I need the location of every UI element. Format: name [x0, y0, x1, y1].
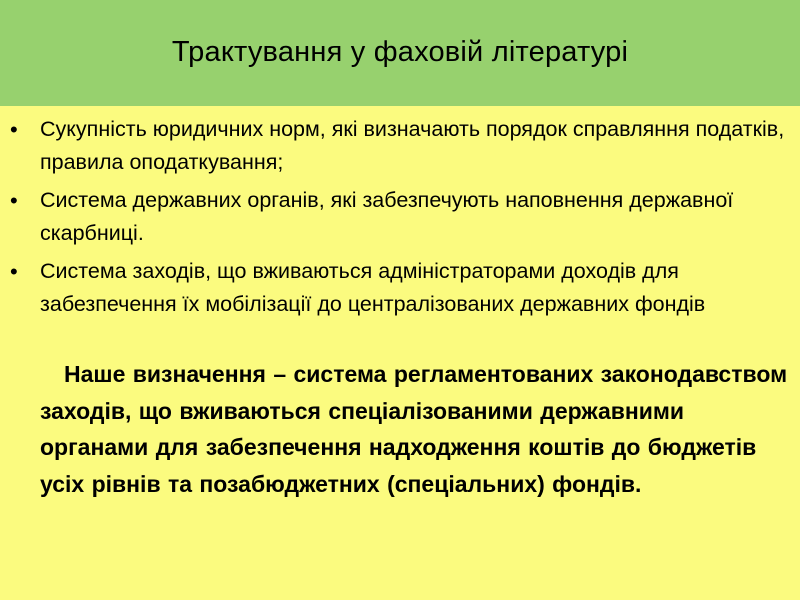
bullet-text: Система державних органів, які забезпечують наповнення державної скарбниці. [40, 188, 734, 245]
bullet-text: Система заходів, що вживаються адміністраторами доходів для забезпечення їх мобілізації до централізованих державних фондів [40, 259, 706, 316]
bullet-item [0, 113, 800, 179]
bullet-item [0, 184, 800, 250]
bullet-item [0, 255, 800, 321]
definition-text: Наше визначення – система регламентованих законодавством заходів, що вживаються спеціалізованими державними органами для забезпечення надходження коштів до бюджетів усіх рівнів та позабюджетних (спеціальних) фондів. [40, 361, 788, 497]
bullet-icon: • [10, 117, 18, 142]
definition-paragraph [40, 356, 790, 502]
slide-title: Трактування у фаховій літературі [171, 36, 629, 68]
title-bar [0, 0, 800, 106]
bullet-list [0, 113, 800, 326]
bullet-text: Сукупність юридичних норм, які визначають порядок справляння податків, правила оподаткування; [40, 117, 785, 174]
bullet-icon: • [10, 188, 18, 213]
bullet-icon: • [10, 259, 18, 284]
